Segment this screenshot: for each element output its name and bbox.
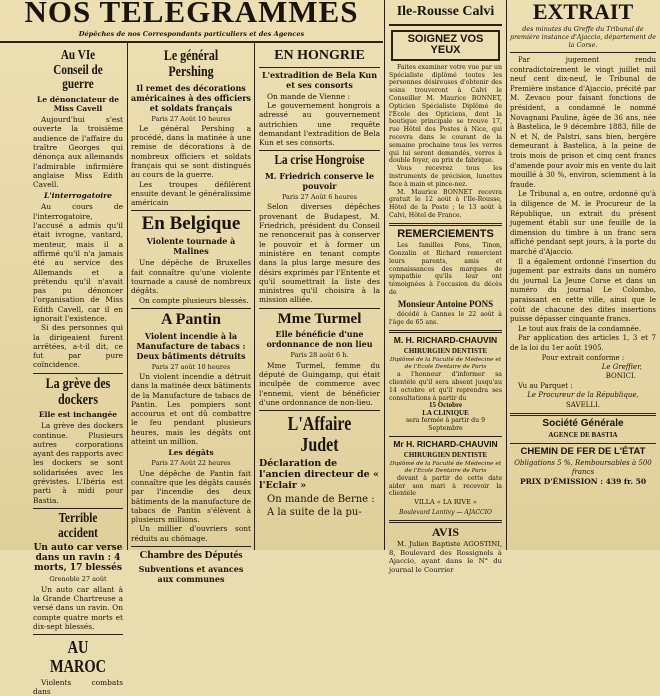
- subhead-incendie: Violent incendie à la Manufacture de tabacs : Deux bâtiments détruits: [136, 330, 246, 361]
- notice-text: M. Julien Baptiste AGOSTINI, 8, Boulevard des Rossignols à Ajaccio, ayant dans le N° du journal le Courrier: [389, 540, 502, 574]
- headline-conseil-de-guerre: Au VIe Conseil de guerre: [53, 48, 103, 93]
- masthead-title: NOS TELEGRAMMES: [24, 0, 359, 29]
- article-text: Une dépêche de Pantin fait connaître que les dégâts causés par l'incendie des deux bâtiments de la manufacture de tabacs de Pantin s'élèvent à plusieurs millions.: [131, 468, 251, 525]
- headline-crise-hongroise: La crise Hongroise: [274, 153, 365, 169]
- headline-au-maroc: AU MAROC: [50, 637, 106, 676]
- headline-affaire-judet: L'Affaire Judet: [287, 413, 352, 457]
- box-title: SOIGNEZ VOS YEUX: [407, 32, 484, 57]
- legal-text: Le tout aux frais de la condamnée.: [518, 324, 642, 333]
- dentist-text: devant à partir de cette date aider son mari à recevoir la clientèle: [389, 474, 502, 498]
- subhead-decorations: Il remet des décorations américaines à des officiers et soldats français: [131, 82, 251, 113]
- article-text: Une dépêche de Bruxelles fait connaître qu'une violente tournade a causé de nombreux dégâts.: [131, 258, 251, 296]
- headline-greve-dockers: La grève des dockers: [45, 375, 111, 408]
- headline-chambre-deputes: Chambre des Députés: [139, 549, 243, 562]
- article-text: Un violent incendie a détruit dans la matinée deux bâtiments de la Manufacture de tabacs de Pantin. Les pompiers sont accourus et ont dû combattre le feu pendant plusieurs heures, mais les dégâts ont atteint un million.: [131, 371, 251, 447]
- dentist-name-2: Mr H. RICHARD-CHAUVIN: [393, 438, 498, 449]
- article-text: Un millier d'ouvriers sont réduits au chômage.: [131, 524, 251, 543]
- dateline: Grenoble 27 août: [49, 575, 107, 584]
- dateline: Paris 27 Août 10 heures: [151, 114, 231, 123]
- subhead-auto-car: Un auto car verse dans un ravin : 4 morts, 17 blessés: [33, 543, 123, 574]
- extrait-subhead: des minutes du Greffe du Tribunal de première instance d'Ajaccio, département de la Corse.: [510, 25, 656, 50]
- dentist-diploma-2: Diplômé de la Faculté de Médecine et de l'Ecole Dentaire de Paris: [389, 460, 502, 474]
- deceased-name: Monsieur Antoine PONS: [397, 298, 494, 309]
- signature-title: Le Greffier,: [601, 363, 642, 372]
- article-text: Un auto car allant à la Grande Chartreuse a versé dans un ravin. On compte quatre morts et dix-sept blessés.: [33, 584, 123, 631]
- subhead-friedrich: M. Friedrich conserve le pouvoir: [264, 171, 375, 192]
- column-2: [131, 46, 251, 596]
- subhead-subventions: Subventions et avances aux communes: [138, 563, 244, 584]
- article-text: Au cours de l'interrogatoire, l'accusé a admis qu'il était ivrogne, vantard, menteur, mais il a affirmé qu'il n'a jamais été au service des Allemands et a prétendu qu'il n'avait pas pu dénoncer l'organisation de Miss Edith Cavell, car il en ignorait l'existence.: [33, 202, 123, 323]
- article-text: Violents combats dans: [33, 677, 123, 696]
- article-text: A la suite de la pu-: [267, 507, 362, 519]
- clinic-label: LA CLINIQUE: [422, 408, 469, 417]
- dentist-diploma-1: Diplômé de la Faculté de Médecine et de l'Ecole Dentaire de Paris: [389, 357, 502, 371]
- subhead-declaration: Déclaration de l'ancien directeur de « l'Eclair »: [259, 458, 379, 492]
- subhead-inchangee: Elle est inchangée: [38, 410, 118, 420]
- headline-extrait: EXTRAIT: [532, 0, 634, 24]
- legal-text: Il a également ordonné l'insertion du jugement par extraits dans un numéro du journal La Jeune Corse et dans un numéro du journal Le Colombo, paraissant en cette ville, ainsi que le coût de chacune des dites insertions puisse dépasser cinquante francs.: [510, 257, 656, 324]
- masthead: [0, 0, 383, 40]
- headline-remerciements: REMERCIEMENTS: [397, 227, 494, 240]
- legal-text: Par application des articles 1, 3 et 7 de la loi du 1er août 1905.: [510, 334, 656, 352]
- clinic-text: sera fermée à partir du 9 Septembre: [405, 417, 486, 432]
- headline-terrible-accident: Terrible accident: [58, 510, 98, 541]
- dateline: Paris 27 août 10 heures: [151, 362, 231, 371]
- article-text: On mande de Berne :: [267, 494, 375, 506]
- reopen-date: 15 Octobre: [428, 401, 463, 410]
- notice-text: Les familles Pons, Tinon, Gonzalin et Richard remercient leurs parents, amis et connaissances des marques de sympathie qu'ils leur ont témoignées à l'occasion du décès de: [389, 242, 502, 297]
- headline-en-hongrie: EN HONGRIE: [259, 49, 380, 68]
- headline-general-pershing: Le général Pershing: [163, 48, 219, 80]
- article-text: On compte plusieurs blessés.: [139, 295, 249, 305]
- legal-text: Pour extrait conforme :: [541, 353, 625, 362]
- headline-en-belgique: En Belgique: [141, 213, 241, 235]
- column-3: [259, 46, 380, 596]
- signature-name: BONICI.: [605, 372, 636, 381]
- article-text: Si des personnes qui la dirigeaient furent arrêtées, a-t-il dit, ce fut par pure coïncidence.: [33, 323, 123, 370]
- legal-text: Le Tribunal a, en outre, ordonné qu'à la diligence de M. le Procureur de la République, un extrait du présent jugement établi sur une feuille de la dimension du timbre à un franc sera affiché pendant sept jours, à la porte du marché d'Ajaccio.: [510, 190, 656, 256]
- column-5: [510, 0, 656, 550]
- article-text: Le général Pershing a procédé, dans la matinée à une remise de décorations à de nombreux officiers et soldats français qui se sont distingués au cours de la guerre.: [131, 123, 251, 180]
- article-text: On mande de Vienne :: [267, 91, 350, 101]
- villa-address: Boulevard Lantivy — AJACCIO: [399, 508, 492, 516]
- article-text: Mme Turmel, femme du député de Guingamp, qui était inculpée de commerce avec l'ennemi, vient de bénéficier d'une ordonnance de non-lieu.: [259, 360, 380, 407]
- subhead-interrogatoire: L'interrogatoire: [44, 191, 112, 201]
- ad-text: M. Maurice BONNET recevra gratuit le 12 août à l'Ile-Rousse, Hôtel de la Poste ; le 13 août à Calvi, Hôtel de France.: [389, 188, 502, 219]
- legal-text: Par jugement rendu contradictoirement le vingt juillet mil neuf cent dix-neuf, le Tribunal de Première instance d'Ajaccio, précité par M. Zevaco pour faisant fonctions de président, a condamné le nommé Novagnani Pauline, âgée de 36 ans, née à Bastelica, le 9 décembre 1883, fille de N et N, de Palstri, sans bien, bergère demeurant à Bastelica, à la peine de trois mois de prison et cinq cent francs d'amende pour avoir mis en vente du lait mouillé à 30 %, environ, sciemment à la fraude.: [510, 56, 656, 189]
- subhead-tournade: Violente tournade à Malines: [146, 236, 236, 257]
- subhead-agence-bastia: AGENCE DE BASTIA: [548, 431, 618, 440]
- soignez-vos-yeux-box: [391, 30, 500, 61]
- legal-text: Vu au Parquet :: [518, 381, 573, 390]
- article-text: La grève des dockers continue. Plusieurs autres corporations ayant des rapports avec les dockers se sont solidarisées avec les grévistes. L'Ibéria est parti à midi pour Bastia.: [33, 421, 123, 505]
- column-4: [389, 2, 502, 574]
- signature-title: Le Procureur de la République,: [527, 391, 639, 400]
- column-1: [33, 46, 123, 696]
- dateline: Paris 27 Août 22 heures: [151, 459, 231, 468]
- headline-mme-turmel: Mme Turmel: [277, 310, 362, 327]
- villa-name: VILLA « LA RIVE »: [414, 498, 477, 507]
- ad-text: Faites examiner votre vue par un Spécialiste diplômé toutes les personnes désireuses d'obtenir des soins trouveront à Calvi le Conseiller M. Maurice BONNET, Opticien Spécialiste Diplômé de l'Ecole des Opticiens, dont la boutique principale se trouve 17, rue Hôtel des Postes à Nice, qui recevra dans le courant de la semaine prochaine tous les verres qui lui seront demandés, verres à double foyer, au prix de fabrique.: [389, 63, 502, 165]
- headline-a-pantin: A Pantin: [160, 310, 221, 328]
- dentist-text: a l'honneur d'informer sa clientèle qu'il sera absent jusqu'au 14 octobre et qu'il reprendra ses consultations à partir du: [389, 371, 502, 402]
- bond-terms: Obligations 5 %, Remboursables à 500 francs: [514, 458, 652, 476]
- article-text: Le gouvernement hongrois a adressé au gouvernement autrichien une requête demandant l'extradition de Bela Kun et ses consorts.: [259, 100, 380, 148]
- dateline: Paris 27 Août 6 heures: [281, 193, 358, 202]
- dentist-title-2: CHIRURGIEN DENTISTE: [403, 450, 488, 459]
- ad-text: Vous recevrez tous les instruments de précision, lunettes face à main et pince-nez.: [389, 165, 502, 188]
- signature-name: SAVELLI.: [566, 400, 600, 409]
- masthead-subtitle: Dépêches de nos Correspondants particuliers et des Agences: [78, 30, 305, 38]
- subhead-degats: Les dégâts: [168, 448, 214, 458]
- subhead-denonciateur: Le dénonciateur de Miss Cavell: [36, 95, 120, 114]
- article-text: Les troupes défilèrent ensuite devant le généralissime américain: [131, 179, 251, 208]
- article-text: Selon diverses dépêches provenant de Budapest, M. Friedrich, président du Conseil ne renoncerait pas à conserver le pouvoir et à former un ministère en tenant compte dans la plus large mesure des désirs exprimés par l'Entente et qu'il soumettrait la liste des ministres qu'il choisira à la mission alliée.: [259, 202, 380, 305]
- notice-text: décédé à Cannes le 22 août à l'âge de 65 ans.: [389, 311, 502, 327]
- headline-avis: AVIS: [431, 524, 460, 539]
- subhead-extradition: L'extradition de Bela Kun et ses consorts: [261, 69, 378, 90]
- headline-societe-generale: Société Générale: [542, 417, 624, 429]
- bond-price: PRIX D'ÉMISSION : 439 fr. 50: [519, 477, 647, 487]
- dentist-title-1: CHIRURGIEN DENTISTE: [403, 346, 488, 355]
- article-text: Aujourd'hui s'est ouverte la troisième audience de l'affaire du traître Georges qui dénonça aux allemands l'admirable infirmière anglaise Miss Edith Cavell.: [33, 115, 123, 190]
- dentist-name-1: M. H. RICHARD-CHAUVIN: [393, 334, 498, 345]
- dateline: Paris 28 août 6 h.: [290, 351, 349, 360]
- subhead-non-lieu: Elle bénéficie d'une ordonnance de non lieu: [266, 329, 373, 350]
- headline-ile-rousse-calvi: Ile-Rousse Calvi: [396, 4, 495, 19]
- headline-chemin-de-fer: CHEMIN DE FER DE L'ÉTAT: [520, 445, 646, 457]
